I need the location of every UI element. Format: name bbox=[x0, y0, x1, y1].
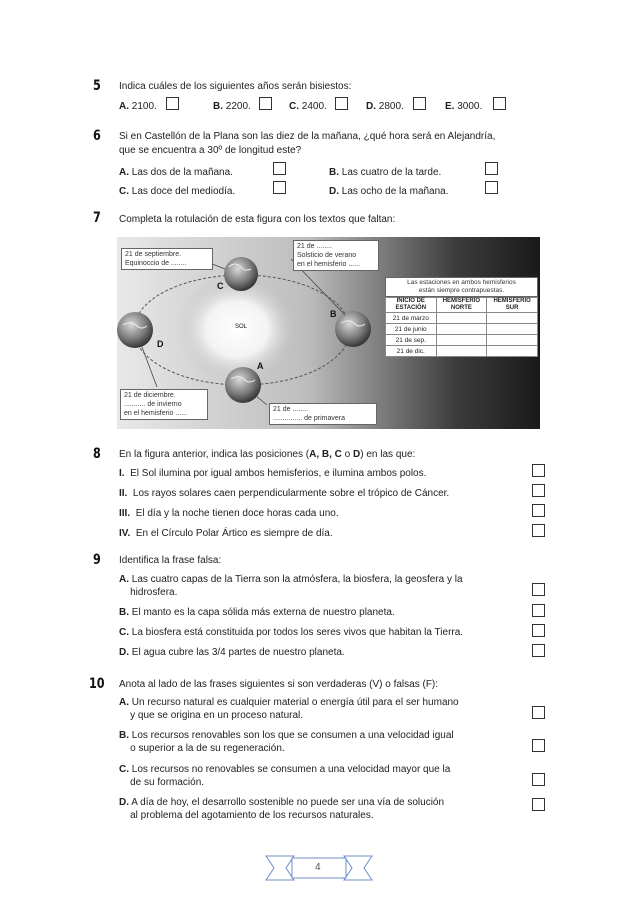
checkbox-6b[interactable] bbox=[485, 162, 498, 175]
question-text-line2: que se encuentra a 30º de longitud este? bbox=[119, 145, 302, 156]
option-e: E. 3000. bbox=[445, 101, 483, 112]
checkbox-9c[interactable] bbox=[532, 624, 545, 637]
checkbox-10c[interactable] bbox=[532, 773, 545, 786]
earth-b bbox=[335, 311, 371, 347]
question-number: 7 bbox=[93, 210, 101, 226]
question-number: 5 bbox=[93, 78, 101, 94]
question-6 bbox=[95, 128, 555, 200]
checkbox-8-i[interactable] bbox=[532, 464, 545, 477]
option-a: A. 2100. bbox=[119, 101, 157, 112]
position-a-label: A bbox=[257, 361, 264, 371]
position-c-label: C bbox=[217, 281, 224, 291]
checkbox-5d[interactable] bbox=[413, 97, 426, 110]
checkbox-6d[interactable] bbox=[485, 181, 498, 194]
checkbox-5c[interactable] bbox=[335, 97, 348, 110]
seasons-table bbox=[385, 297, 538, 357]
option-c: C. Las doce del mediodía. bbox=[119, 186, 236, 197]
table-row: 21 de junio bbox=[386, 324, 538, 335]
page-number: 4 bbox=[315, 862, 321, 873]
option-b: B. Las cuatro de la tarde. bbox=[329, 167, 442, 178]
checkbox-8-iii[interactable] bbox=[532, 504, 545, 517]
option-c: C. 2400. bbox=[289, 101, 327, 112]
checkbox-9a[interactable] bbox=[532, 583, 545, 596]
checkbox-9d[interactable] bbox=[532, 644, 545, 657]
question-10: 10 Anota al lado de las frases siguientes si son verdaderas (V) o falsas (F): A. Un recurso natural es cualquier material o energía útil para el ser humano y que se origina en un proceso natural. B. Los recursos renovables son los que se consumen a una velocidad igual o superior a la de su regeneración. C. Los recursos no renovables se consumen a una velocidad mayor que la de su formación. D. A día de hoy, el desarrollo sostenible no puede ser una vía de solución al problema del agotamiento de los recursos naturales. bbox=[95, 676, 555, 826]
checkbox-6a[interactable] bbox=[273, 162, 286, 175]
question-text: En la figura anterior, indica las posiciones (A, B, C o D) en las que: bbox=[119, 449, 416, 460]
question-text: Identifica la frase falsa: bbox=[119, 555, 222, 566]
earth-a bbox=[225, 367, 261, 403]
checkbox-5b[interactable] bbox=[259, 97, 272, 110]
checkbox-10b[interactable] bbox=[532, 739, 545, 752]
question-number: 6 bbox=[93, 128, 101, 144]
table-row: 21 de dic. bbox=[386, 346, 538, 357]
table-row: 21 de marzo bbox=[386, 313, 538, 324]
checkbox-9b[interactable] bbox=[532, 604, 545, 617]
page-number-banner bbox=[264, 853, 374, 883]
question-number: 8 bbox=[93, 446, 101, 462]
callout-september: 21 de septiembre. Equinoccio de ........ bbox=[121, 248, 213, 270]
callout-december: 21 de diciembre. ........... de invierno en el hemisferio ...... bbox=[120, 389, 208, 420]
question-number: 10 bbox=[89, 676, 105, 692]
header-season: INICIO DE ESTACIÓN bbox=[386, 298, 437, 313]
earth-orbit-figure bbox=[117, 237, 540, 429]
sun-label: SOL bbox=[235, 324, 248, 330]
position-d-label: D bbox=[157, 339, 164, 349]
callout-june: 21 de ........ Solsticio de verano en el hemisferio ...... bbox=[293, 240, 379, 271]
option-b: B. 2200. bbox=[213, 101, 251, 112]
table-title: Las estaciones en ambos hemisferios están siempre contrapuestas. bbox=[385, 277, 538, 297]
question-text-line1: Si en Castellón de la Plana son las diez de la mañana, ¿qué hora será en Alejandría, bbox=[119, 131, 496, 142]
question-9: 9 Identifica la frase falsa: A. Las cuatro capas de la Tierra son la atmósfera, la biosfera, la geosfera y la hidrosfera. B. El manto es la capa sólida más externa de nuestro planeta. C. La biosfera está constituida por todos los seres vivos que habitan la Tierra. D. El agua cubre las 3/4 partes de nuestro planeta. bbox=[95, 552, 555, 664]
question-text: Anota al lado de las frases siguientes si son verdaderas (V) o falsas (F): bbox=[119, 679, 439, 690]
question-number: 9 bbox=[93, 552, 101, 568]
checkbox-10a[interactable] bbox=[532, 706, 545, 719]
earth-c bbox=[224, 257, 258, 291]
option-a: A. Las dos de la mañana. bbox=[119, 167, 233, 178]
callout-march: 21 de ........ ............... de primavera bbox=[269, 403, 377, 425]
question-8: 8 En la figura anterior, indica las posiciones (A, B, C o D) en las que: I. El Sol ilumina por igual ambos hemisferios, e ilumina ambos polos. II. Los rayos solares caen perpendicularmente sobre el trópico de Cáncer. III. El día y la noche tienen doce horas cada uno. IV. En el Círculo Polar Ártico es siempre de día. bbox=[95, 446, 555, 546]
checkbox-6c[interactable] bbox=[273, 181, 286, 194]
option-d: D. 2800. bbox=[366, 101, 404, 112]
position-b-label: B bbox=[330, 309, 337, 319]
header-south: HEMISFERIO SUR bbox=[487, 298, 538, 313]
option-d: D. Las ocho de la mañana. bbox=[329, 186, 449, 197]
checkbox-5a[interactable] bbox=[166, 97, 179, 110]
question-text: Indica cuáles de los siguientes años serán bisiestos: bbox=[119, 81, 352, 92]
checkbox-10d[interactable] bbox=[532, 798, 545, 811]
checkbox-5e[interactable] bbox=[493, 97, 506, 110]
checkbox-8-ii[interactable] bbox=[532, 484, 545, 497]
checkbox-8-iv[interactable] bbox=[532, 524, 545, 537]
table-row: 21 de sep. bbox=[386, 335, 538, 346]
question-5 bbox=[95, 78, 555, 118]
question-text: Completa la rotulación de esta figura con los textos que faltan: bbox=[119, 214, 396, 225]
question-7 bbox=[95, 210, 555, 230]
header-north: HEMISFERIO NORTE bbox=[436, 298, 487, 313]
earth-d bbox=[117, 312, 153, 348]
